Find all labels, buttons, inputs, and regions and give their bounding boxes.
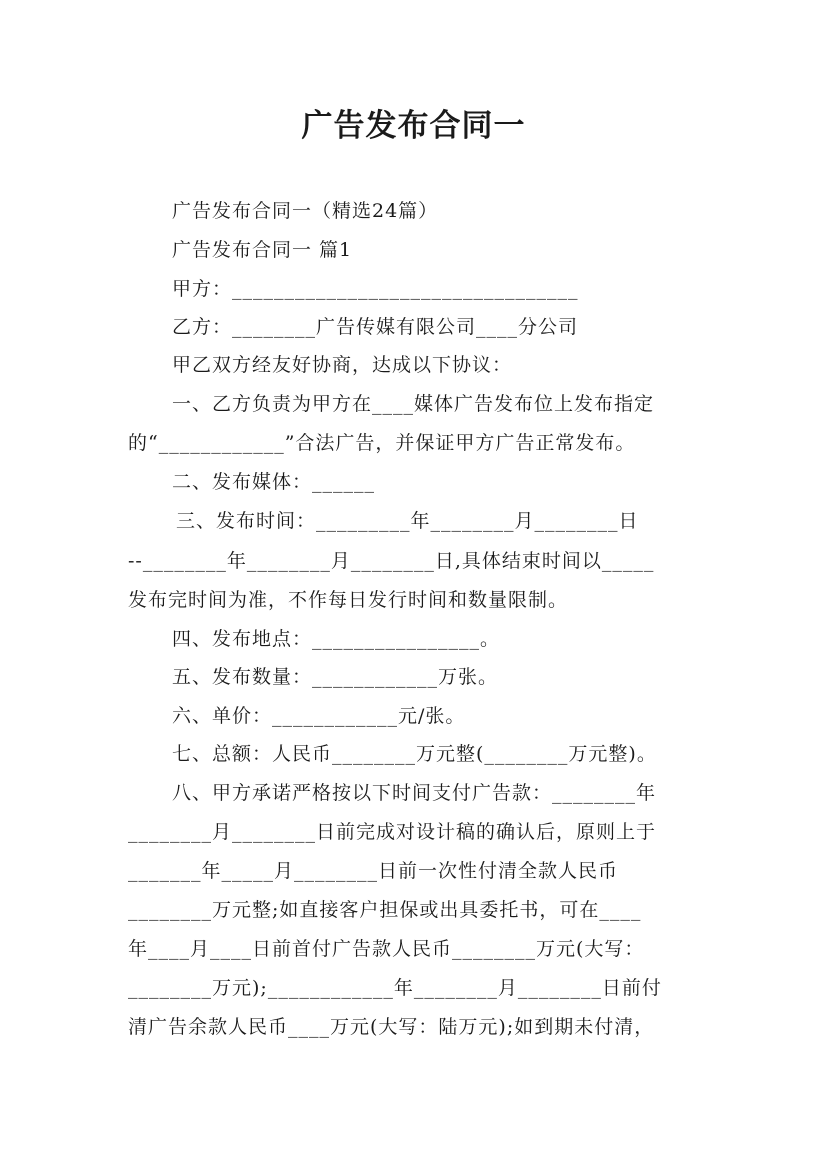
clause-7: 七、总额：人民币________万元整(________万元整)。 xyxy=(172,743,657,765)
clause-8-line-6: ________万元);____________年________月________日前付 xyxy=(128,977,662,999)
clause-8-line-1: 八、甲方承诺严格按以下时间支付广告款：________年 xyxy=(172,782,657,804)
clause-8-line-3: _______年_____月________日前一次性付清全款人民币 xyxy=(128,860,619,882)
clause-3-line-3: 发布完时间为准，不作每日发行时间和数量限制。 xyxy=(128,589,569,611)
subtitle-line: 广告发布合同一（精选24篇） xyxy=(172,200,439,222)
clause-3-line-2: --________年________月________日,具体结束时间以_____ xyxy=(128,550,655,572)
party-a-line: 甲方：_________________________________ xyxy=(172,278,579,300)
section-heading: 广告发布合同一 篇1 xyxy=(172,239,353,261)
clause-8-line-4: ________万元整;如直接客户担保或出具委托书，可在____ xyxy=(128,899,642,921)
agreement-intro: 甲乙双方经友好协商，达成以下协议： xyxy=(172,354,513,376)
document-title: 广告发布合同一 xyxy=(301,108,526,144)
clause-8-line-7: 清广告余款人民币____万元(大写：陆万元);如到期未付清， xyxy=(128,1016,655,1038)
clause-8-line-5: 年____月____日前首付广告款人民币________万元(大写： xyxy=(128,938,645,960)
clause-1-line-2: 的“____________”合法广告，并保证甲方广告正常发布。 xyxy=(128,432,636,454)
clause-4: 四、发布地点：________________。 xyxy=(172,628,501,650)
clause-8-line-2: ________月________日前完成对设计稿的确认后，原则上于 xyxy=(128,821,657,843)
party-b-line: 乙方：________广告传媒有限公司____分公司 xyxy=(172,316,579,338)
clause-5: 五、发布数量：____________万张。 xyxy=(172,666,499,688)
clause-2: 二、发布媒体：______ xyxy=(172,471,376,493)
clause-6: 六、单价：____________元/张。 xyxy=(172,705,466,727)
clause-3-line-1: 三、发布时间：_________年________月________日 xyxy=(176,510,639,532)
clause-1-line-1: 一、乙方负责为甲方在____媒体广告发布位上发布指定 xyxy=(172,393,655,415)
